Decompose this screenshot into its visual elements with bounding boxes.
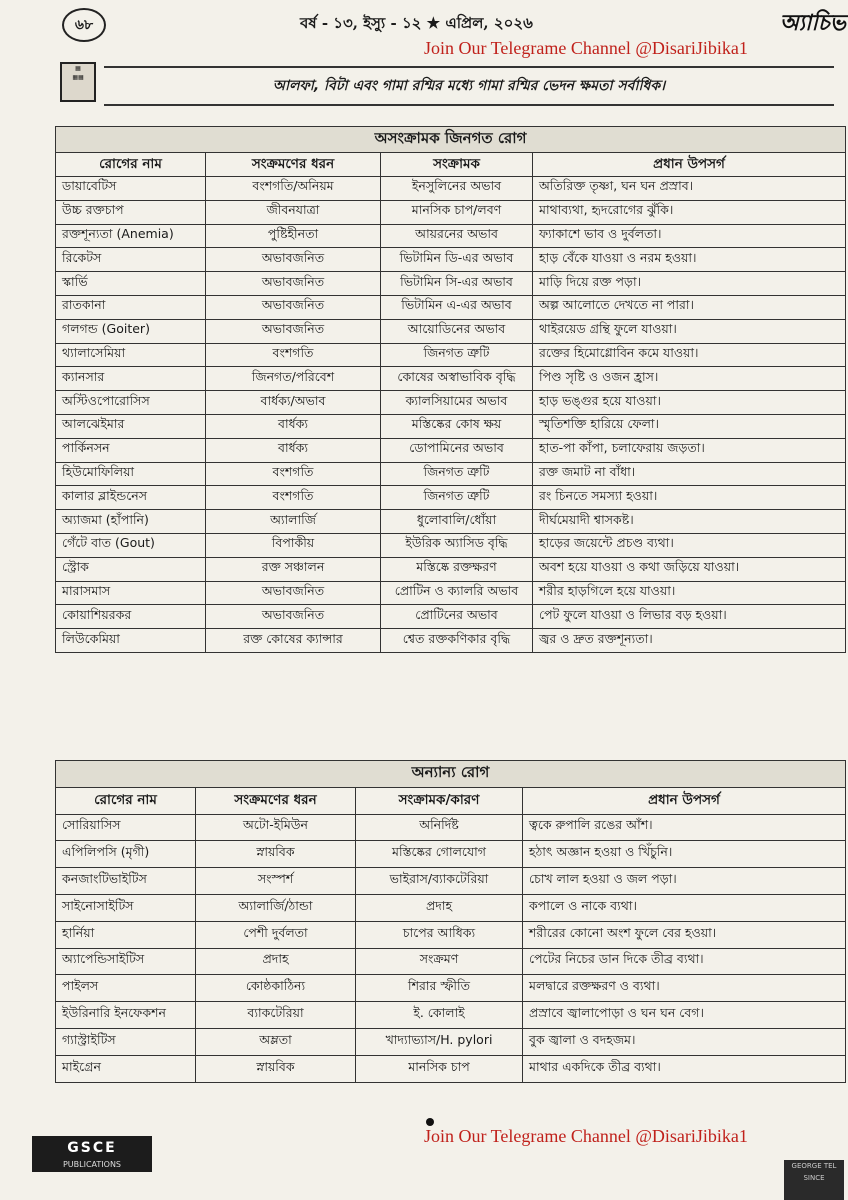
table-row [56,605,846,629]
table-cell: প্রদাহ [196,948,356,975]
column-header: সংক্রামক [381,153,533,177]
table-cell: প্রোটিন ও ক্যালরি অভাব [381,581,533,605]
table-cell: শরীর হাড়গিলে হয়ে যাওয়া। [533,581,846,605]
table-header-row [56,787,846,814]
table-cell: স্ট্রোক [56,557,206,581]
table-cell: ভিটামিন এ-এর অভাব [381,295,533,319]
table-cell: রক্ত সঞ্চালন [206,557,381,581]
table-cell: গ্যাস্ট্রাইটিস [56,1028,196,1055]
page-number: ৬৮ [62,8,106,42]
table-cell: সংস্পর্শ [196,868,356,895]
table-row [56,921,846,948]
table-cell: জিনগত ত্রুটি [381,343,533,367]
table-cell: চোখ লাল হওয়া ও জল পড়া। [523,868,846,895]
table-cell: মাথাব্যথা, হৃদরোগের ঝুঁকি। [533,200,846,224]
table-cell: পেটের নিচের ডান দিকে তীব্র ব্যথা। [523,948,846,975]
table-cell: হিউমোফিলিয়া [56,462,206,486]
table-row [56,391,846,415]
table-row [56,841,846,868]
table-row [56,1055,846,1082]
table-cell: বংশগতি [206,462,381,486]
table-row [56,177,846,201]
table-cell: থাইরয়েড গ্রন্থি ফুলে যাওয়া। [533,319,846,343]
table-cell: অ্যালার্জি [206,510,381,534]
table-cell: অনির্দিষ্ট [356,814,523,841]
table-cell: ক্যালসিয়ামের অভাব [381,391,533,415]
table-cell: ত্বকে রুপালি রঙের আঁশ। [523,814,846,841]
table-cell: প্রদাহ [356,894,523,921]
table-title: অন্যান্য রোগ [56,761,846,788]
table-cell: অস্টিওপোরোসিস [56,391,206,415]
table-cell: পাইলস [56,975,196,1002]
table-cell: মাথার একদিকে তীব্র ব্যথা। [523,1055,846,1082]
non-communicable-disease-table [55,126,846,653]
table-cell: আলঝেইমার [56,414,206,438]
table-cell: ইউরিক অ্যাসিড বৃদ্ধি [381,533,533,557]
other-disease-table [55,760,846,1083]
table-cell: স্নায়বিক [196,841,356,868]
table-cell: রং চিনতে সমস্যা হওয়া। [533,486,846,510]
table-row [56,948,846,975]
table-cell: ইনসুলিনের অভাব [381,177,533,201]
divider-dot [426,1118,434,1126]
table-cell: রক্ত জমাট না বাঁধা। [533,462,846,486]
table-cell: হাড় ভঙ্গুর হয়ে যাওয়া। [533,391,846,415]
table-row [56,533,846,557]
table-cell: ই. কোলাই [356,1002,523,1029]
table-cell: ভিটামিন সি-এর অভাব [381,272,533,296]
table-cell: অম্লতা [196,1028,356,1055]
table-cell: থ্যালাসেমিয়া [56,343,206,367]
magazine-brand: অ্যাচিভ [779,10,846,36]
table-cell: জিনগত/পরিবেশ [206,367,381,391]
table-cell: ভাইরাস/ব্যাকটেরিয়া [356,868,523,895]
table-cell: কোষের অস্বাভাবিক বৃদ্ধি [381,367,533,391]
table-cell: বিপাকীয় [206,533,381,557]
corner-mark: GEORGE TEL SINCE [784,1160,844,1200]
telegram-watermark-bottom: Join Our Telegrame Channel @DisariJibika1 [424,1126,748,1146]
table-cell: কালার ব্লাইন্ডনেস [56,486,206,510]
table-cell: মস্তিষ্কের গোলযোগ [356,841,523,868]
fact-logo-icon: ▦ ▦▦ [60,62,96,102]
table-cell: ধুলোবালি/ধোঁয়া [381,510,533,534]
table-cell: শরীরের কোনো অংশ ফুলে বের হওয়া। [523,921,846,948]
table-cell: জ্বর ও দ্রুত রক্তশূন্যতা। [533,629,846,653]
table-cell: আয়োডিনের অভাব [381,319,533,343]
table-row [56,272,846,296]
column-header: রোগের নাম [56,787,196,814]
publisher-sub: PUBLICATIONS [62,1160,122,1169]
table-title-row [56,127,846,153]
table-cell: অল্প আলোতে দেখতে না পারা। [533,295,846,319]
table-cell: কোষ্ঠকাঠিন্য [196,975,356,1002]
table-cell: মানসিক চাপ/লবণ [381,200,533,224]
table-cell: মলদ্বারে রক্তক্ষরণ ও ব্যথা। [523,975,846,1002]
table-cell: সাইনোসাইটিস [56,894,196,921]
table-row [56,248,846,272]
column-header: সংক্রামক/কারণ [356,787,523,814]
table-cell: বংশগতি [206,343,381,367]
table-cell: অ্যাপেন্ডিসাইটিস [56,948,196,975]
table-cell: অভাবজনিত [206,319,381,343]
table-row [56,367,846,391]
table-cell: প্রোটিনের অভাব [381,605,533,629]
table-cell: শ্বেত রক্তকণিকার বৃদ্ধি [381,629,533,653]
table-row [56,224,846,248]
table-cell: অভাবজনিত [206,272,381,296]
table-cell: ব্যাকটেরিয়া [196,1002,356,1029]
table-cell: পেশী দুর্বলতা [196,921,356,948]
table-cell: সংক্রমণ [356,948,523,975]
table-cell: মস্তিষ্কে রক্তক্ষরণ [381,557,533,581]
column-header: সংক্রমণের ধরন [206,153,381,177]
table-row [56,414,846,438]
table-cell: হাত-পা কাঁপা, চলাফেরায় জড়তা। [533,438,846,462]
table-row [56,438,846,462]
table-cell: বংশগতি [206,486,381,510]
table-cell: অতিরিক্ত তৃষ্ণা, ঘন ঘন প্রস্রাব। [533,177,846,201]
table-cell: শিরার স্ফীতি [356,975,523,1002]
column-header: প্রধান উপসর্গ [533,153,846,177]
table-cell: সোরিয়াসিস [56,814,196,841]
table-cell: পেট ফুলে যাওয়া ও লিভার বড় হওয়া। [533,605,846,629]
table-cell: অভাবজনিত [206,248,381,272]
table-row [56,814,846,841]
table-row [56,629,846,653]
table-row [56,975,846,1002]
table-cell: হাড়ের জয়েন্টে প্রচণ্ড ব্যথা। [533,533,846,557]
table-cell: রক্তশূন্যতা (Anemia) [56,224,206,248]
table-title-row [56,761,846,788]
table-cell: আয়রনের অভাব [381,224,533,248]
table-cell: অভাবজনিত [206,295,381,319]
table-cell: পিণ্ড সৃষ্টি ও ওজন হ্রাস। [533,367,846,391]
table-cell: স্নায়বিক [196,1055,356,1082]
table-cell: অভাবজনিত [206,605,381,629]
table-row [56,343,846,367]
table-cell: জিনগত ত্রুটি [381,462,533,486]
publisher-logo: GSCE [32,1136,152,1172]
table-row [56,1002,846,1029]
table-cell: দীর্ঘমেয়াদী শ্বাসকষ্ট। [533,510,846,534]
table-row [56,486,846,510]
table-cell: অভাবজনিত [206,581,381,605]
table-row [56,510,846,534]
table-cell: হঠাৎ অজ্ঞান হওয়া ও খিঁচুনি। [523,841,846,868]
table-row [56,295,846,319]
table-cell: মানসিক চাপ [356,1055,523,1082]
table-cell: অ্যাজমা (হাঁপানি) [56,510,206,534]
table-cell: উচ্চ রক্তচাপ [56,200,206,224]
issue-line: বর্ষ - ১৩, ইস্যু - ১২ ★ এপ্রিল, ২০২৬ [300,14,533,32]
table-cell: খাদ্যাভ্যাস/H. pylori [356,1028,523,1055]
table-cell: বুক জ্বালা ও বদহজম। [523,1028,846,1055]
table-cell: মারাসমাস [56,581,206,605]
table-cell: ফ্যাকাশে ভাব ও দুর্বলতা। [533,224,846,248]
table-body [56,814,846,1082]
table-cell: হার্নিয়া [56,921,196,948]
table-cell: ক্যানসার [56,367,206,391]
table-row [56,581,846,605]
table-cell: ভিটামিন ডি-এর অভাব [381,248,533,272]
table-title: অসংক্রামক জিনগত রোগ [56,127,846,153]
table-cell: রক্ত কোষের ক্যান্সার [206,629,381,653]
table-cell: কপালে ও নাকে ব্যথা। [523,894,846,921]
table-header-row [56,153,846,177]
table-cell: জিনগত ত্রুটি [381,486,533,510]
table-cell: পুষ্টিহীনতা [206,224,381,248]
column-header: সংক্রমণের ধরন [196,787,356,814]
table-cell: কোয়াশিয়রকর [56,605,206,629]
table-cell: অবশ হয়ে যাওয়া ও কথা জড়িয়ে যাওয়া। [533,557,846,581]
table-cell: রিকেটস [56,248,206,272]
table-cell: মস্তিষ্কের কোষ ক্ষয় [381,414,533,438]
table-row [56,868,846,895]
column-header: প্রধান উপসর্গ [523,787,846,814]
table-cell: পার্কিনসন [56,438,206,462]
table-cell: জীবনযাত্রা [206,200,381,224]
telegram-watermark-top: Join Our Telegrame Channel @DisariJibika1 [424,38,748,58]
table-cell: গেঁটে বাত (Gout) [56,533,206,557]
table-cell: অটো-ইমিউন [196,814,356,841]
table-cell: স্মৃতিশক্তি হারিয়ে ফেলা। [533,414,846,438]
table-cell: বংশগতি/অনিয়ম [206,177,381,201]
table-cell: চাপের আধিক্য [356,921,523,948]
table-cell: বার্ধক্য/অভাব [206,391,381,415]
table-row [56,1028,846,1055]
table-cell: ইউরিনারি ইনফেকশন [56,1002,196,1029]
table-cell: বার্ধক্য [206,414,381,438]
fact-banner: আলফা, বিটা এবং গামা রশ্মির মধ্যে গামা রশ্মির ভেদন ক্ষমতা সর্বাধিক। [104,66,834,106]
table-cell: এপিলিপসি (মৃগী) [56,841,196,868]
table-cell: গলগন্ড (Goiter) [56,319,206,343]
table-cell: রাতকানা [56,295,206,319]
column-header: রোগের নাম [56,153,206,177]
table-body [56,177,846,653]
table-row [56,200,846,224]
table-cell: ডোপামিনের অভাব [381,438,533,462]
table-cell: মাইগ্রেন [56,1055,196,1082]
table-row [56,557,846,581]
table-row [56,319,846,343]
table-cell: রক্তের হিমোগ্লোবিন কমে যাওয়া। [533,343,846,367]
table-cell: বার্ধক্য [206,438,381,462]
table-cell: হাড় বেঁকে যাওয়া ও নরম হওয়া। [533,248,846,272]
table-row [56,894,846,921]
table-cell: স্কার্ভি [56,272,206,296]
table-cell: প্রস্রাবে জ্বালাপোড়া ও ঘন ঘন বেগ। [523,1002,846,1029]
table-cell: মাড়ি দিয়ে রক্ত পড়া। [533,272,846,296]
table-cell: কনজাংটিভাইটিস [56,868,196,895]
table-cell: অ্যালার্জি/ঠান্ডা [196,894,356,921]
table-row [56,462,846,486]
table-cell: লিউকেমিয়া [56,629,206,653]
table-cell: ডায়াবেটিস [56,177,206,201]
